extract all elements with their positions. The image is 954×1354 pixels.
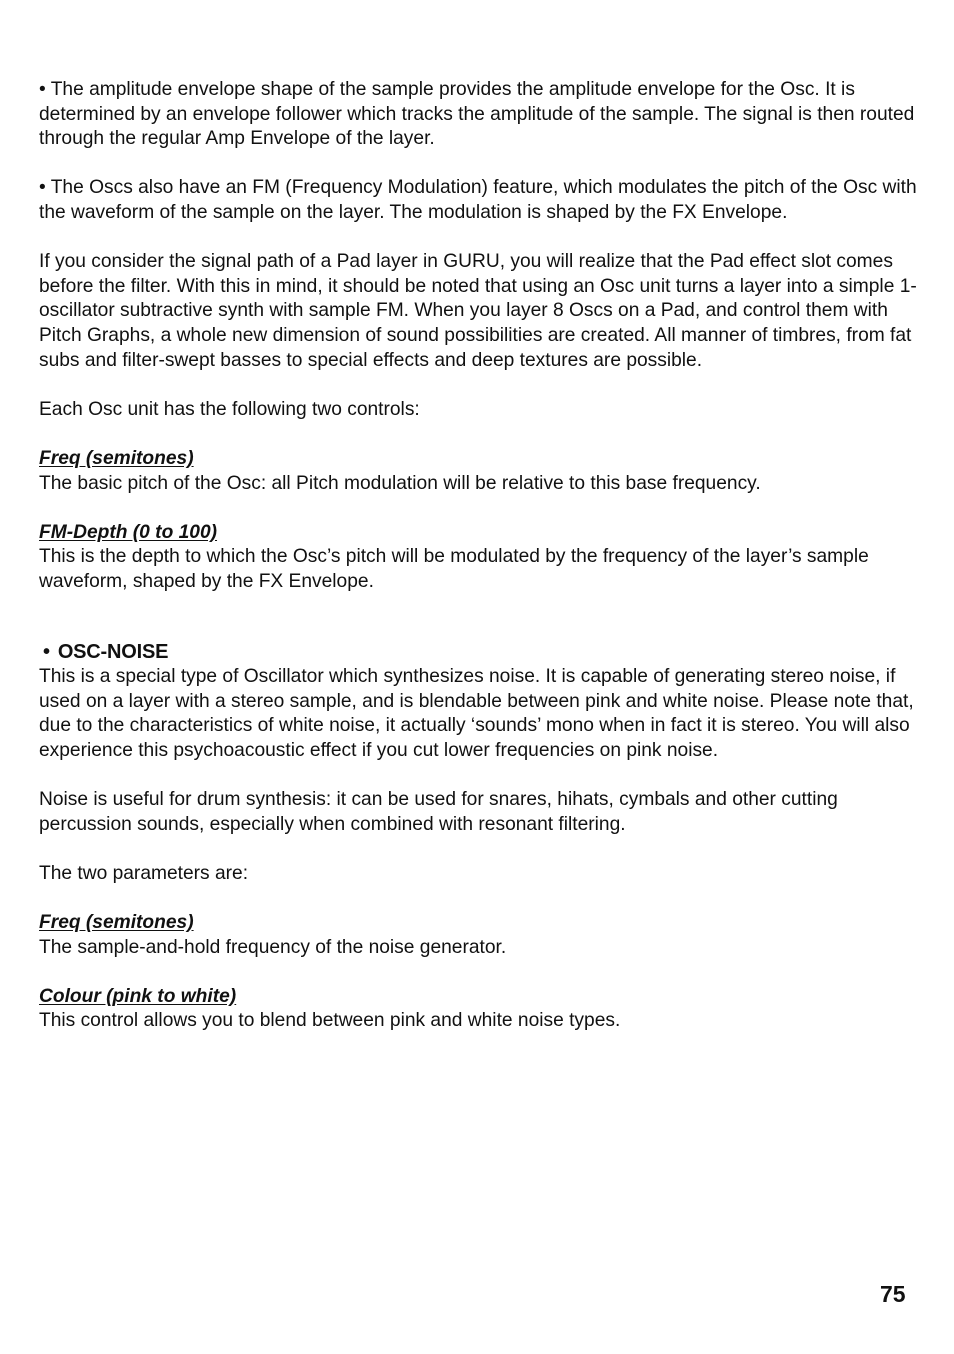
osc-fm-depth-title: FM-Depth (0 to 100) bbox=[39, 521, 218, 543]
signal-path-paragraph: If you consider the signal path of a Pad layer in GURU, you will realize that the Pad effect slot comes before the filter. With this in mind, it should be noted that using an Osc unit turns a layer into a simple 1-oscillator subtractive synth with sample FM. When you layer 8 Oscs on a Pad, and control them with Pitch Graphs, a whole new dimension of sound possibilities are created. All manner of timbres, from fat subs and filter-swept basses to special effects and deep textures are possible. bbox=[39, 251, 917, 371]
osc-fm-depth-description: This is the depth to which the Osc’s pitch will be modulated by the frequency of the layer’s sample waveform, shaped by the FX Envelope. bbox=[39, 546, 869, 592]
osc-noise-heading-text: OSC-NOISE bbox=[57, 641, 169, 664]
noise-freq-title: Freq (semitones) bbox=[39, 912, 194, 933]
page-body bbox=[39, 78, 921, 1034]
osc-noise-heading bbox=[43, 639, 921, 665]
osc-controls-intro: Each Osc unit has the following two controls: bbox=[39, 398, 420, 420]
noise-freq-description: The sample-and-hold frequency of the noise generator. bbox=[39, 936, 507, 958]
heading-bullet: • bbox=[43, 641, 50, 664]
page-number: 75 bbox=[880, 1281, 906, 1307]
noise-params-intro: The two parameters are: bbox=[39, 862, 249, 884]
amplitude-envelope-bullet: • The amplitude envelope shape of the sample provides the amplitude envelope for the Osc. It is determined by an envelope follower which tracks the amplitude of the sample. The signal is then routed through the regular Amp Envelope of the layer. bbox=[39, 79, 915, 150]
noise-usage-paragraph: Noise is useful for drum synthesis: it can be used for snares, hihats, cymbals and other cutting percussion sounds, especially when combined with resonant filtering. bbox=[39, 789, 838, 835]
osc-freq-title: Freq (semitones) bbox=[39, 447, 194, 469]
fm-feature-bullet: • The Oscs also have an FM (Frequency Modulation) feature, which modulates the pitch of the Osc with the waveform of the sample on the layer. The modulation is shaped by the FX Envelope. bbox=[39, 177, 917, 223]
noise-colour-title: Colour (pink to white) bbox=[39, 985, 237, 1007]
osc-noise-description: This is a special type of Oscillator which synthesizes noise. It is capable of generating stereo noise, if used on a layer with a stereo sample, and is blendable between pink and white noise. Please note that, due to the characteristics of white noise, it actually ‘sounds’ mono when in fact it is stereo. You will also experience this psychoacoustic effect if you cut lower frequencies on pink noise. bbox=[39, 666, 914, 761]
osc-freq-description: The basic pitch of the Osc: all Pitch modulation will be relative to this base frequency. bbox=[39, 472, 761, 494]
noise-colour-description: This control allows you to blend between pink and white noise types. bbox=[39, 1010, 621, 1032]
